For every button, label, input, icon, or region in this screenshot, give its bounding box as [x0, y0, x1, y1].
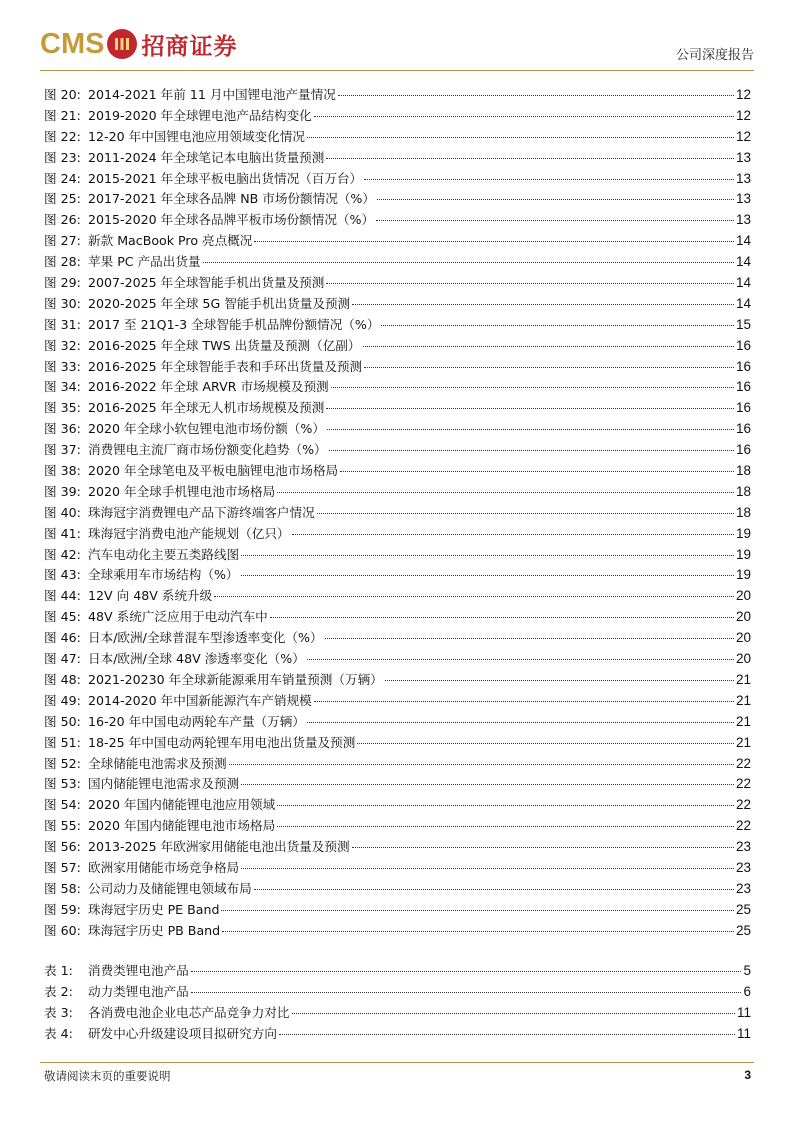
entry-title: 珠海冠宇消费电池产能规划（亿只） [88, 525, 290, 541]
dot-leader [222, 931, 734, 932]
entry-page-number: 14 [735, 275, 751, 291]
figure-entry[interactable] [44, 272, 751, 293]
entry-page-number: 14 [735, 295, 751, 311]
entry-page-number: 25 [735, 922, 751, 938]
figure-entry[interactable] [44, 836, 751, 857]
figure-index-list [44, 84, 751, 941]
dot-leader [241, 555, 734, 556]
entry-page-number: 20 [735, 630, 751, 646]
figure-entry[interactable] [44, 753, 751, 774]
figure-entry[interactable] [44, 585, 751, 606]
entry-number: 图 60: [44, 922, 81, 938]
dot-leader [317, 513, 734, 514]
figure-entry[interactable] [44, 523, 751, 544]
table-index-list [44, 960, 751, 1044]
entry-number: 图 56: [44, 839, 81, 855]
entry-number: 图 47: [44, 651, 81, 667]
entry-page-number: 11 [736, 1025, 751, 1041]
cms-logo [40, 26, 237, 62]
entry-number: 图 32: [44, 337, 81, 353]
entry-page-number: 12 [735, 128, 751, 144]
entry-page-number: 13 [735, 170, 751, 186]
figure-entry[interactable] [44, 335, 751, 356]
entry-title: 日本/欧洲/全球普混车型渗透率变化（%） [88, 630, 323, 646]
entry-title: 2020 年全球手机锂电池市场格局 [88, 483, 276, 499]
figure-entry[interactable] [44, 314, 751, 335]
entry-title: 2020 年国内储能锂电池市场格局 [88, 818, 276, 834]
figure-entry[interactable] [44, 230, 751, 251]
entry-title: 研发中心升级建设项目拟研究方向 [88, 1025, 277, 1041]
figure-entry[interactable] [44, 397, 751, 418]
header-divider [40, 70, 754, 71]
dot-leader [277, 805, 734, 806]
entry-number: 图 45: [44, 609, 81, 625]
entry-page-number: 20 [735, 588, 751, 604]
entry-page-number: 12 [735, 87, 751, 102]
page-number: 3 [744, 1068, 751, 1082]
figure-entry[interactable] [44, 168, 751, 189]
figure-entry[interactable] [44, 857, 751, 878]
entry-page-number: 20 [735, 651, 751, 667]
dot-leader [221, 910, 734, 911]
figure-entry[interactable] [44, 920, 751, 941]
dot-leader [314, 116, 734, 117]
entry-title: 16-20 年中国电动两轮车产量（万辆） [88, 713, 305, 729]
entry-title: 欧洲家用储能市场竞争格局 [88, 859, 240, 875]
dot-leader [326, 408, 734, 409]
dot-leader [191, 992, 742, 993]
entry-title: 2021-20230 年全球新能源乘用车销量预测（万辆） [88, 671, 383, 687]
figure-entry[interactable] [44, 544, 751, 565]
dot-leader [325, 638, 734, 639]
dot-leader [363, 346, 734, 347]
entry-page-number: 23 [735, 859, 751, 875]
entry-number: 图 33: [44, 358, 81, 374]
dot-leader [329, 450, 734, 451]
entry-number: 图 41: [44, 525, 81, 541]
entry-number: 图 57: [44, 859, 81, 875]
figure-entry[interactable] [44, 899, 751, 920]
table-entry[interactable] [44, 1023, 751, 1044]
disclaimer-note: 敬请阅读末页的重要说明 [44, 1069, 171, 1083]
dot-leader [279, 1034, 735, 1035]
entry-number: 图 54: [44, 797, 81, 813]
figure-entry[interactable] [44, 460, 751, 481]
entry-title: 2016-2025 年全球无人机市场规模及预测 [88, 400, 325, 416]
entry-title: 消费类锂电池产品 [88, 963, 189, 978]
entry-title: 汽车电动化主要五类路线图 [88, 546, 240, 562]
entry-page-number: 15 [735, 316, 751, 332]
dot-leader [214, 596, 734, 597]
dot-leader [327, 429, 734, 430]
entry-title: 2007-2025 年全球智能手机出货量及预测 [88, 275, 325, 291]
entry-title: 2020 年全球笔电及平板电脑锂电池市场格局 [88, 463, 339, 479]
figure-entry[interactable] [44, 209, 751, 230]
entry-page-number: 13 [735, 191, 751, 207]
entry-page-number: 21 [735, 671, 751, 687]
entry-number: 图 43: [44, 567, 81, 583]
figure-entry[interactable] [44, 251, 751, 272]
entry-number: 图 27: [44, 233, 81, 249]
entry-title: 2015-2020 年全球各品牌平板市场份额情况（%） [88, 212, 375, 228]
figure-entry[interactable] [44, 627, 751, 648]
entry-number: 图 40: [44, 504, 81, 520]
entry-page-number: 16 [735, 379, 751, 395]
page-header [40, 24, 754, 68]
entry-title: 动力类锂电池产品 [88, 983, 189, 999]
dot-leader [254, 889, 734, 890]
footer-divider [40, 1062, 754, 1063]
entry-number: 图 59: [44, 901, 81, 917]
dot-leader [340, 471, 734, 472]
dot-leader [254, 241, 734, 242]
entry-title: 珠海冠宇历史 PB Band [88, 922, 221, 938]
entry-page-number: 21 [735, 734, 751, 750]
entry-page-number: 18 [735, 504, 751, 520]
entry-page-number: 22 [735, 818, 751, 834]
entry-number: 图 30: [44, 295, 81, 311]
figure-entry[interactable] [44, 188, 751, 209]
dot-leader [357, 743, 734, 744]
entry-title: 日本/欧洲/全球 48V 渗透率变化（%） [88, 651, 305, 667]
figure-entry[interactable] [44, 147, 751, 168]
entry-number: 图 50: [44, 713, 81, 729]
entry-title: 2013-2025 年欧洲家用储能电池出货量及预测 [88, 839, 350, 855]
entry-number: 图 39: [44, 483, 81, 499]
entry-title: 12V 向 48V 系统升级 [88, 588, 213, 604]
entry-page-number: 19 [735, 567, 751, 583]
entry-page-number: 19 [735, 525, 751, 541]
entry-title: 全球乘用车市场结构（%） [88, 567, 239, 583]
entry-page-number: 22 [735, 797, 751, 813]
entry-title: 2020 年国内储能锂电池应用领域 [88, 797, 276, 813]
figure-entry[interactable] [44, 669, 751, 690]
figure-entry[interactable] [44, 690, 751, 711]
entry-title: 新款 MacBook Pro 亮点概况 [88, 233, 253, 249]
entry-page-number: 6 [743, 983, 751, 999]
entry-page-number: 16 [735, 442, 751, 458]
dot-leader [352, 304, 734, 305]
entry-number: 图 29: [44, 275, 81, 291]
entry-page-number: 13 [735, 212, 751, 228]
entry-title: 国内储能锂电池需求及预测 [88, 776, 240, 792]
figure-entry[interactable] [44, 356, 751, 377]
entry-title: 珠海冠宇历史 PE Band [88, 901, 220, 917]
dot-leader [307, 659, 734, 660]
entry-title: 各消费电池企业电芯产品竞争力对比 [88, 1004, 290, 1020]
entry-number: 表 4: [44, 1025, 73, 1041]
dot-leader [385, 680, 734, 681]
figure-entry[interactable] [44, 439, 751, 460]
entry-page-number: 22 [735, 755, 751, 771]
dot-leader [292, 1013, 735, 1014]
entry-number: 图 35: [44, 400, 81, 416]
figure-entry[interactable] [44, 878, 751, 899]
entry-page-number: 14 [735, 254, 751, 270]
entry-page-number: 23 [735, 839, 751, 855]
entry-number: 图 25: [44, 191, 81, 207]
entry-page-number: 18 [735, 483, 751, 499]
figure-entry[interactable] [44, 648, 751, 669]
figure-entry[interactable] [44, 773, 751, 794]
entry-number: 图 28: [44, 254, 81, 270]
dot-leader [241, 784, 734, 785]
figure-entry[interactable] [44, 126, 751, 147]
dot-leader [191, 971, 742, 972]
entry-page-number: 11 [736, 1004, 751, 1020]
table-entry[interactable] [44, 960, 751, 981]
entry-page-number: 21 [735, 713, 751, 729]
entry-number: 图 49: [44, 692, 81, 708]
entry-number: 表 3: [44, 1004, 73, 1020]
entry-number: 图 42: [44, 546, 81, 562]
logo-company-name: 招商证券 [141, 32, 238, 60]
figure-entry[interactable] [44, 564, 751, 585]
dot-leader [352, 847, 734, 848]
entry-number: 图 51: [44, 734, 81, 750]
entry-number: 图 37: [44, 442, 81, 458]
entry-number: 图 34: [44, 379, 81, 395]
dot-leader [326, 283, 734, 284]
figure-entry[interactable] [44, 606, 751, 627]
entry-title: 12-20 年中国锂电池应用领域变化情况 [88, 128, 305, 144]
dot-leader [203, 262, 734, 263]
dot-leader [241, 868, 734, 869]
dot-leader [229, 764, 734, 765]
entry-title: 2020-2025 年全球 5G 智能手机出货量及预测 [88, 295, 351, 311]
figure-entry[interactable] [44, 502, 751, 523]
figure-entry[interactable] [44, 293, 751, 314]
entry-number: 图 26: [44, 212, 81, 228]
entry-number: 图 55: [44, 818, 81, 834]
entry-number: 图 48: [44, 671, 81, 687]
figure-entry[interactable] [44, 84, 751, 105]
dot-leader [277, 826, 734, 827]
entry-page-number: 20 [735, 609, 751, 625]
figure-entry[interactable] [44, 376, 751, 397]
entry-number: 图 38: [44, 463, 81, 479]
dot-leader [307, 137, 734, 138]
dot-leader [314, 701, 734, 702]
logo-emblem-icon [107, 29, 137, 59]
report-type-label: 公司深度报告 [675, 48, 754, 63]
entry-title: 2017-2021 年全球各品牌 NB 市场份额情况（%） [88, 191, 375, 207]
entry-title: 2014-2020 年中国新能源汽车产销规模 [88, 692, 312, 708]
dot-leader [331, 387, 734, 388]
entry-number: 图 52: [44, 755, 81, 771]
entry-title: 珠海冠宇消费锂电产品下游终端客户情况 [88, 504, 315, 520]
entry-page-number: 16 [735, 421, 751, 437]
entry-number: 图 31: [44, 316, 81, 332]
entry-title: 公司动力及储能锂电领域布局 [88, 880, 252, 896]
entry-page-number: 16 [735, 358, 751, 374]
figure-entry[interactable] [44, 794, 751, 815]
entry-title: 2016-2022 年全球 ARVR 市场规模及预测 [88, 379, 329, 395]
entry-page-number: 5 [743, 963, 751, 978]
figure-entry[interactable] [44, 815, 751, 836]
entry-page-number: 25 [735, 901, 751, 917]
entry-title: 2019-2020 年全球锂电池产品结构变化 [88, 107, 312, 123]
entry-number: 图 20: [44, 87, 81, 102]
dot-leader [277, 492, 734, 493]
entry-page-number: 18 [735, 463, 751, 479]
entry-number: 图 53: [44, 776, 81, 792]
figure-entry[interactable] [44, 418, 751, 439]
entry-page-number: 21 [735, 692, 751, 708]
entry-number: 图 22: [44, 128, 81, 144]
dot-leader [241, 575, 734, 576]
entry-title: 全球储能电池需求及预测 [88, 755, 227, 771]
entry-title: 2020 年全球小软包锂电池市场份额（%） [88, 421, 325, 437]
table-entry[interactable] [44, 981, 751, 1002]
figure-entry[interactable] [44, 105, 751, 126]
dot-leader [338, 95, 734, 96]
entry-number: 图 23: [44, 149, 81, 165]
entry-title: 18-25 年中国电动两轮锂车用电池出货量及预测 [88, 734, 356, 750]
entry-title: 2014-2021 年前 11 月中国锂电池产量情况 [88, 87, 336, 102]
entry-title: 消费锂电主流厂商市场份额变化趋势（%） [88, 442, 327, 458]
entry-number: 图 36: [44, 421, 81, 437]
entry-title: 2016-2025 年全球智能手表和手环出货量及预测 [88, 358, 363, 374]
entry-title: 2017 至 21Q1-3 全球智能手机品牌份额情况（%） [88, 316, 380, 332]
figure-entry[interactable] [44, 481, 751, 502]
dot-leader [376, 220, 734, 221]
entry-number: 图 21: [44, 107, 81, 123]
entry-page-number: 14 [735, 233, 751, 249]
entry-page-number: 13 [735, 149, 751, 165]
dot-leader [292, 534, 734, 535]
entry-title: 2015-2021 年全球平板电脑出货情况（百万台） [88, 170, 363, 186]
entry-number: 图 58: [44, 880, 81, 896]
table-entry[interactable] [44, 1002, 751, 1023]
entry-number: 图 24: [44, 170, 81, 186]
entry-page-number: 19 [735, 546, 751, 562]
dot-leader [326, 158, 734, 159]
entry-page-number: 23 [735, 880, 751, 896]
entry-number: 表 1: [44, 963, 73, 978]
dot-leader [270, 617, 734, 618]
entry-number: 图 46: [44, 630, 81, 646]
figure-entry[interactable] [44, 711, 751, 732]
entry-number: 图 44: [44, 588, 81, 604]
entry-title: 48V 系统广泛应用于电动汽车中 [88, 609, 268, 625]
entry-title: 2011-2024 年全球笔记本电脑出货量预测 [88, 149, 325, 165]
figure-entry[interactable] [44, 732, 751, 753]
dot-leader [364, 179, 734, 180]
dot-leader [377, 199, 734, 200]
dot-leader [381, 325, 734, 326]
entry-page-number: 16 [735, 400, 751, 416]
dot-leader [364, 367, 734, 368]
entry-page-number: 16 [735, 337, 751, 353]
entry-page-number: 12 [735, 107, 751, 123]
entry-page-number: 22 [735, 776, 751, 792]
entry-title: 苹果 PC 产品出货量 [88, 254, 201, 270]
entry-title: 2016-2025 年全球 TWS 出货量及预测（亿副） [88, 337, 361, 353]
entry-number: 表 2: [44, 983, 73, 999]
logo-text: CMS [40, 28, 105, 60]
dot-leader [307, 722, 734, 723]
